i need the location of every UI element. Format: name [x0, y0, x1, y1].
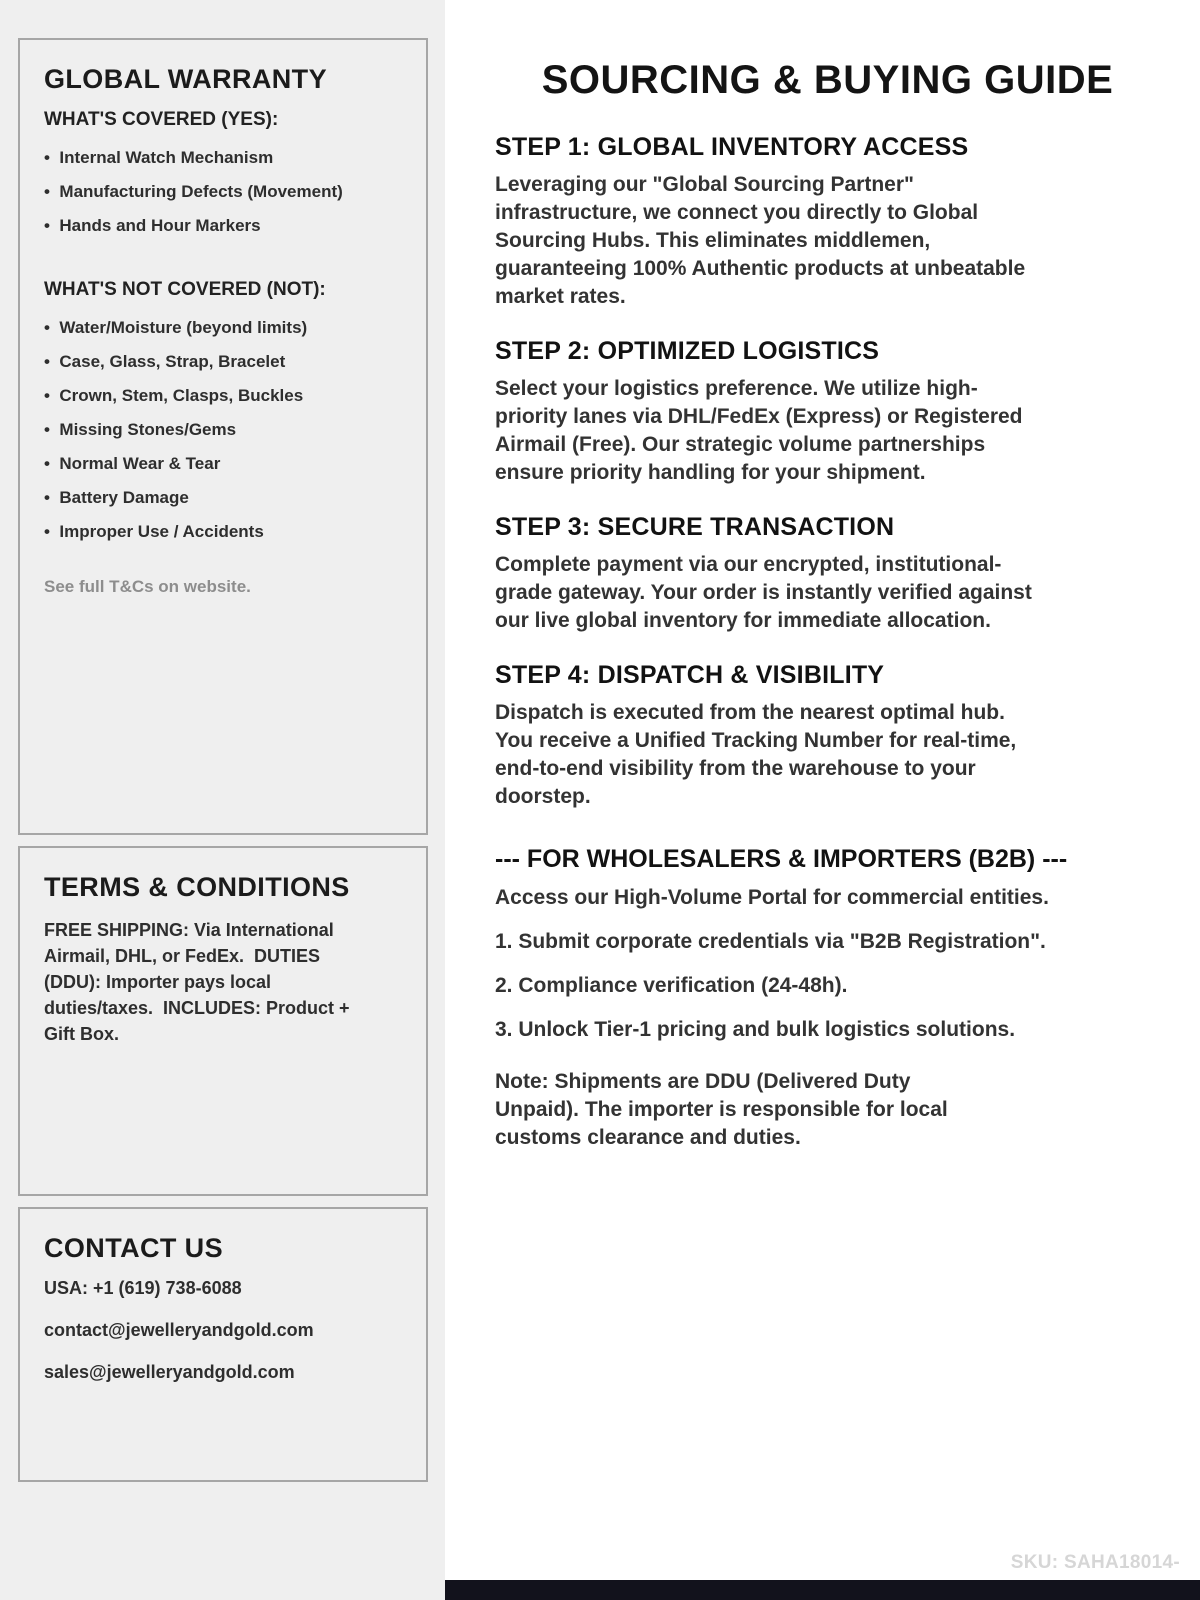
list-item: • Battery Damage [44, 481, 402, 515]
step-1-heading: STEP 1: GLOBAL INVENTORY ACCESS [495, 133, 969, 161]
list-item: • Hands and Hour Markers [44, 209, 402, 243]
page-title: SOURCING & BUYING GUIDE [541, 58, 1114, 102]
b2b-item-2: 2. Compliance verification (24-48h). [495, 974, 848, 997]
b2b-intro: Access our High-Volume Portal for commercial entities. [495, 886, 1049, 909]
sku-label: SKU: SAHA18014- [1010, 1552, 1180, 1573]
sidebar [0, 0, 445, 1600]
list-item: • Internal Watch Mechanism [44, 141, 402, 175]
covered-heading: WHAT'S COVERED (YES): [44, 109, 279, 130]
warranty-title: GLOBAL WARRANTY [44, 64, 327, 94]
contact-title: CONTACT US [44, 1233, 223, 1263]
list-item: • Missing Stones/Gems [44, 413, 402, 447]
contact-box [18, 1207, 428, 1482]
list-item: • Manufacturing Defects (Movement) [44, 175, 402, 209]
step-3-heading: STEP 3: SECURE TRANSACTION [495, 513, 895, 541]
contact-email-sales: sales@jewelleryandgold.com [44, 1362, 295, 1382]
step-4-heading: STEP 4: DISPATCH & VISIBILITY [495, 661, 885, 689]
contact-phone: USA: +1 (619) 738-6088 [44, 1278, 242, 1298]
list-item: • Water/Moisture (beyond limits) [44, 311, 402, 345]
step-4-section [495, 661, 1160, 811]
step-2-section [495, 337, 1160, 487]
b2b-section [495, 845, 1160, 1152]
bottom-bar [445, 1580, 1200, 1600]
step-4-body: Dispatch is executed from the nearest optimal hub. You receive a Unified Tracking Number for real-time, end-to-end visibility from the warehouse to your doorstep. [495, 701, 1017, 808]
contact-email-primary: contact@jewelleryandgold.com [44, 1320, 314, 1340]
b2b-item-1: 1. Submit corporate credentials via "B2B Registration". [495, 930, 1046, 953]
terms-title: TERMS & CONDITIONS [44, 872, 350, 902]
list-item: • Improper Use / Accidents [44, 515, 402, 549]
terms-body: FREE SHIPPING: Via International Airmail, DHL, or FedEx. DUTIES (DDU): Importer pays local duties/taxes. INCLUDES: Product + Gift Box. [44, 920, 355, 1044]
b2b-item-3: 3. Unlock Tier-1 pricing and bulk logistics solutions. [495, 1018, 1016, 1041]
b2b-heading: --- FOR WHOLESALERS & IMPORTERS (B2B) --- [495, 845, 1068, 873]
step-3-section [495, 513, 1160, 635]
warranty-footnote: See full T&Cs on website. [44, 577, 251, 596]
not-covered-heading: WHAT'S NOT COVERED (NOT): [44, 279, 326, 300]
list-item: • Crown, Stem, Clasps, Buckles [44, 379, 402, 413]
main-content [445, 0, 1200, 1600]
step-3-body: Complete payment via our encrypted, institutional-grade gateway. Your order is instantly verified against our live global inventory for immediate allocation. [495, 553, 1032, 632]
b2b-note: Note: Shipments are DDU (Delivered Duty Unpaid). The importer is responsible for local customs clearance and duties. [495, 1070, 948, 1149]
step-2-heading: STEP 2: OPTIMIZED LOGISTICS [495, 337, 880, 365]
step-1-section [495, 133, 1160, 311]
step-1-body: Leveraging our "Global Sourcing Partner" infrastructure, we connect you directly to Global Sourcing Hubs. This eliminates middlemen, guaranteeing 100% Authentic products at unbeatable market rates. [495, 173, 1026, 308]
step-2-body: Select your logistics preference. We utilize high-priority lanes via DHL/FedEx (Express) or Registered Airmail (Free). Our strategic volume partnerships ensure priority handling for your shipment. [495, 377, 1023, 484]
list-item: • Case, Glass, Strap, Bracelet [44, 345, 402, 379]
warranty-box [18, 38, 428, 835]
terms-box [18, 846, 428, 1196]
list-item: • Normal Wear & Tear [44, 447, 402, 481]
